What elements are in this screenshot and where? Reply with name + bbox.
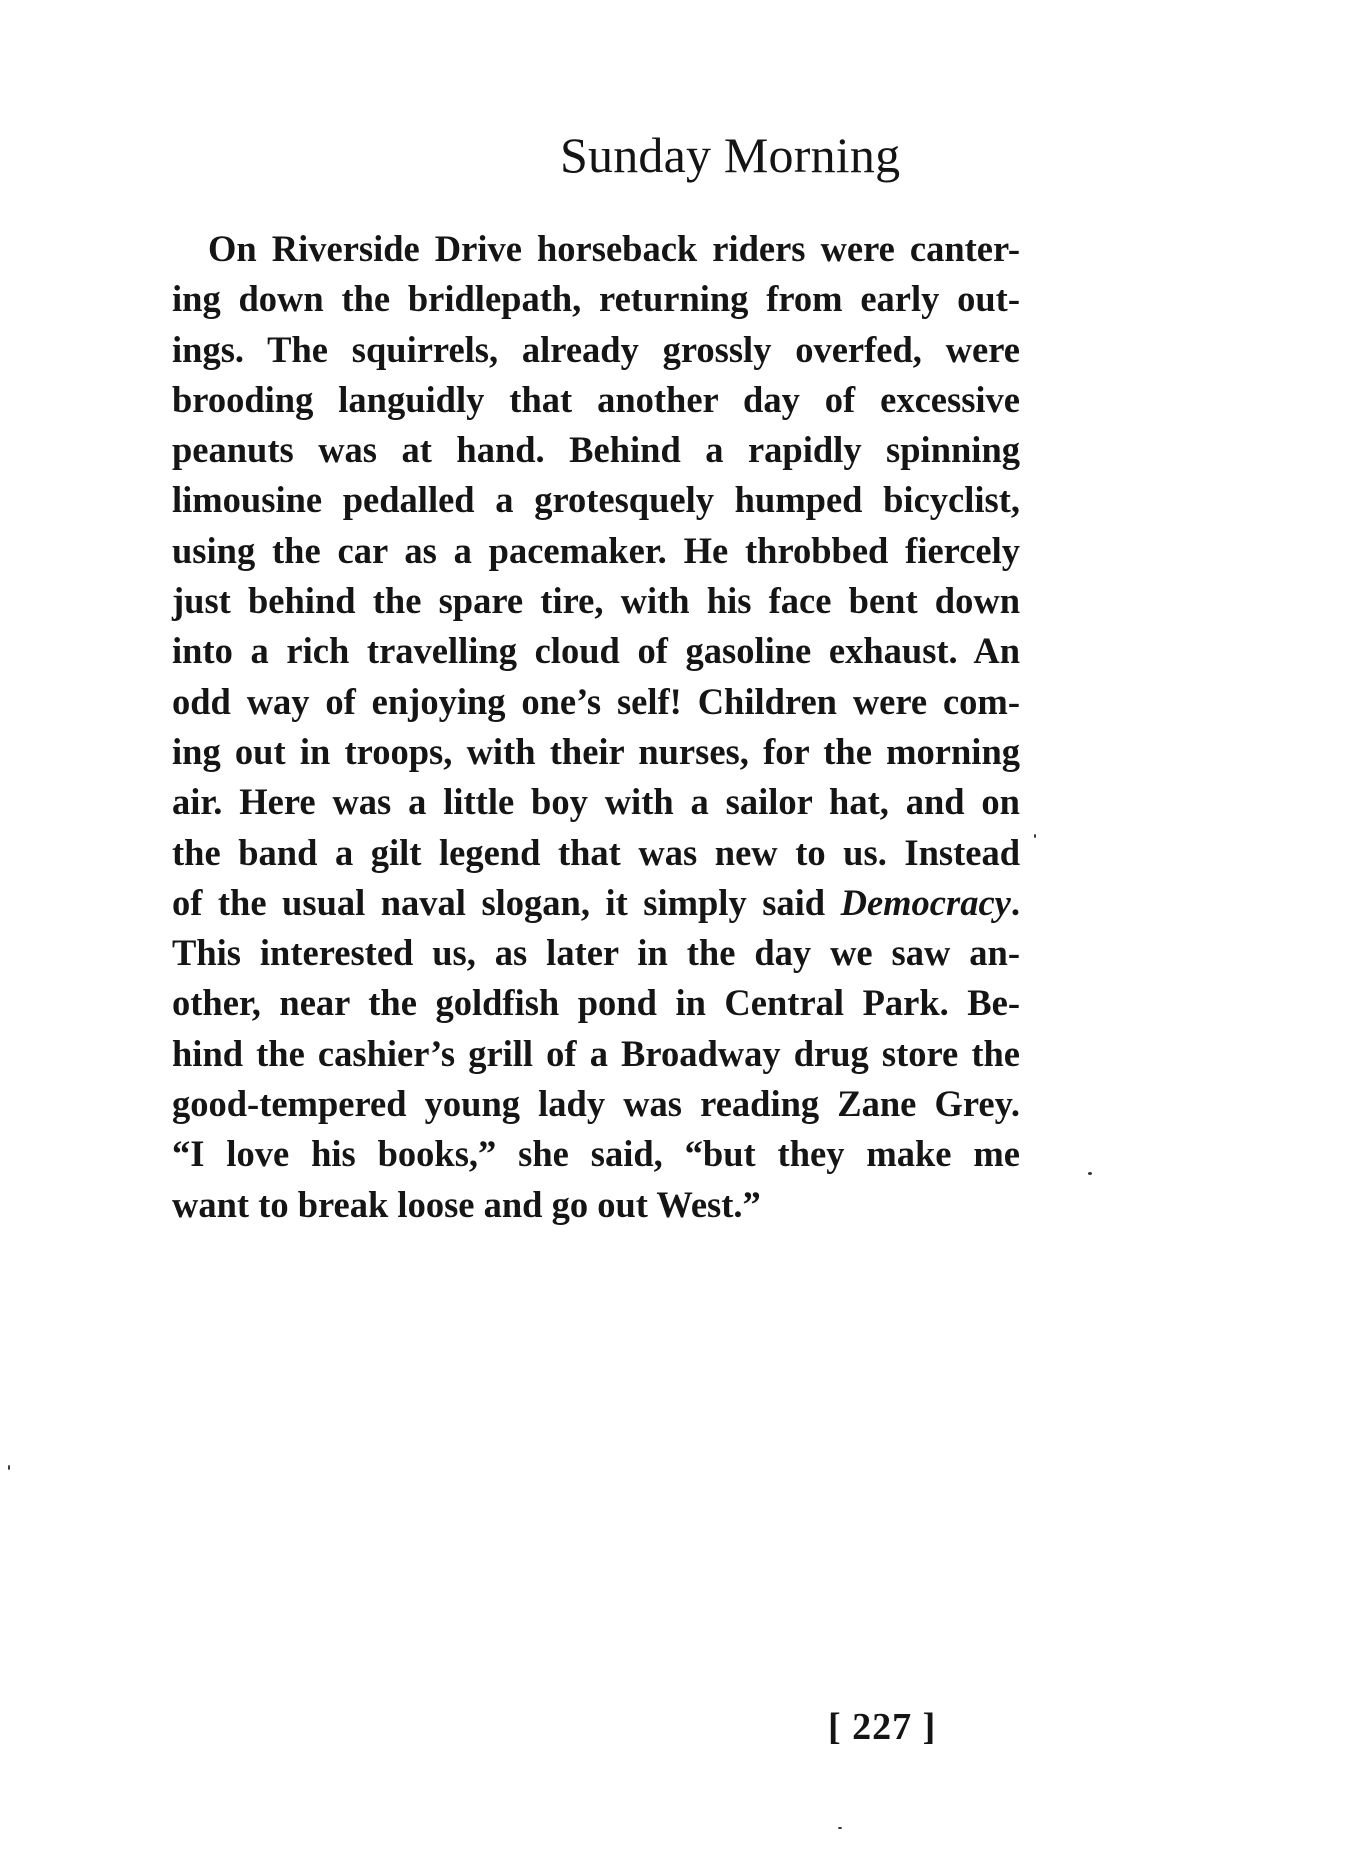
scan-speck [1034,834,1036,838]
body-line: peanuts was at hand. Behind a rapidly spinning [172,429,1020,471]
body-line: limousine pedalled a grotesquely humped bicyclist, [172,479,1020,521]
body-line-with-italic [172,878,1020,928]
running-head: Sunday Morning [560,127,901,183]
body-line: other, near the goldfish pond in Central Park. Be- [172,982,1020,1024]
body-line: odd way of enjoying one’s self! Children were com- [172,680,1020,722]
body-line-punctuation: . [1010,881,1020,923]
scan-speck [1088,1172,1092,1175]
body-line: ings. The squirrels, already grossly overfed, were [172,328,1020,370]
body-line: using the car as a pacemaker. He throbbed fiercely [172,529,1020,571]
body-line: brooding languidly that another day of excessive [172,378,1020,420]
body-line: ing out in troops, with their nurses, for the morning [172,730,1020,772]
body-text [172,224,1020,1230]
body-line: the band a gilt legend that was new to us. Instead [172,831,1020,873]
scan-speck [8,1465,10,1470]
page-number: [ 227 ] [828,1706,937,1748]
body-line: This interested us, as later in the day we saw an- [172,932,1020,974]
body-line: just behind the spare tire, with his face bent down [172,580,1020,622]
body-line-text: of the usual naval slogan, it simply said [172,881,841,923]
body-line: hind the cashier’s grill of a Broadway drug store the [172,1032,1020,1074]
scan-speck [838,1827,842,1829]
body-line: air. Here was a little boy with a sailor hat, and on [172,781,1020,823]
body-line: into a rich travelling cloud of gasoline exhaust. An [172,630,1020,672]
body-line: good-tempered young lady was reading Zane Grey. [172,1083,1020,1125]
body-line: On Riverside Drive horseback riders were canter- [208,228,1020,269]
body-line: ing down the bridlepath, returning from early out- [172,278,1020,320]
italic-word: Democracy [840,881,1011,923]
body-line: want to break loose and go out West.” [172,1183,761,1225]
body-line: “I love his books,” she said, “but they make me [172,1133,1020,1175]
